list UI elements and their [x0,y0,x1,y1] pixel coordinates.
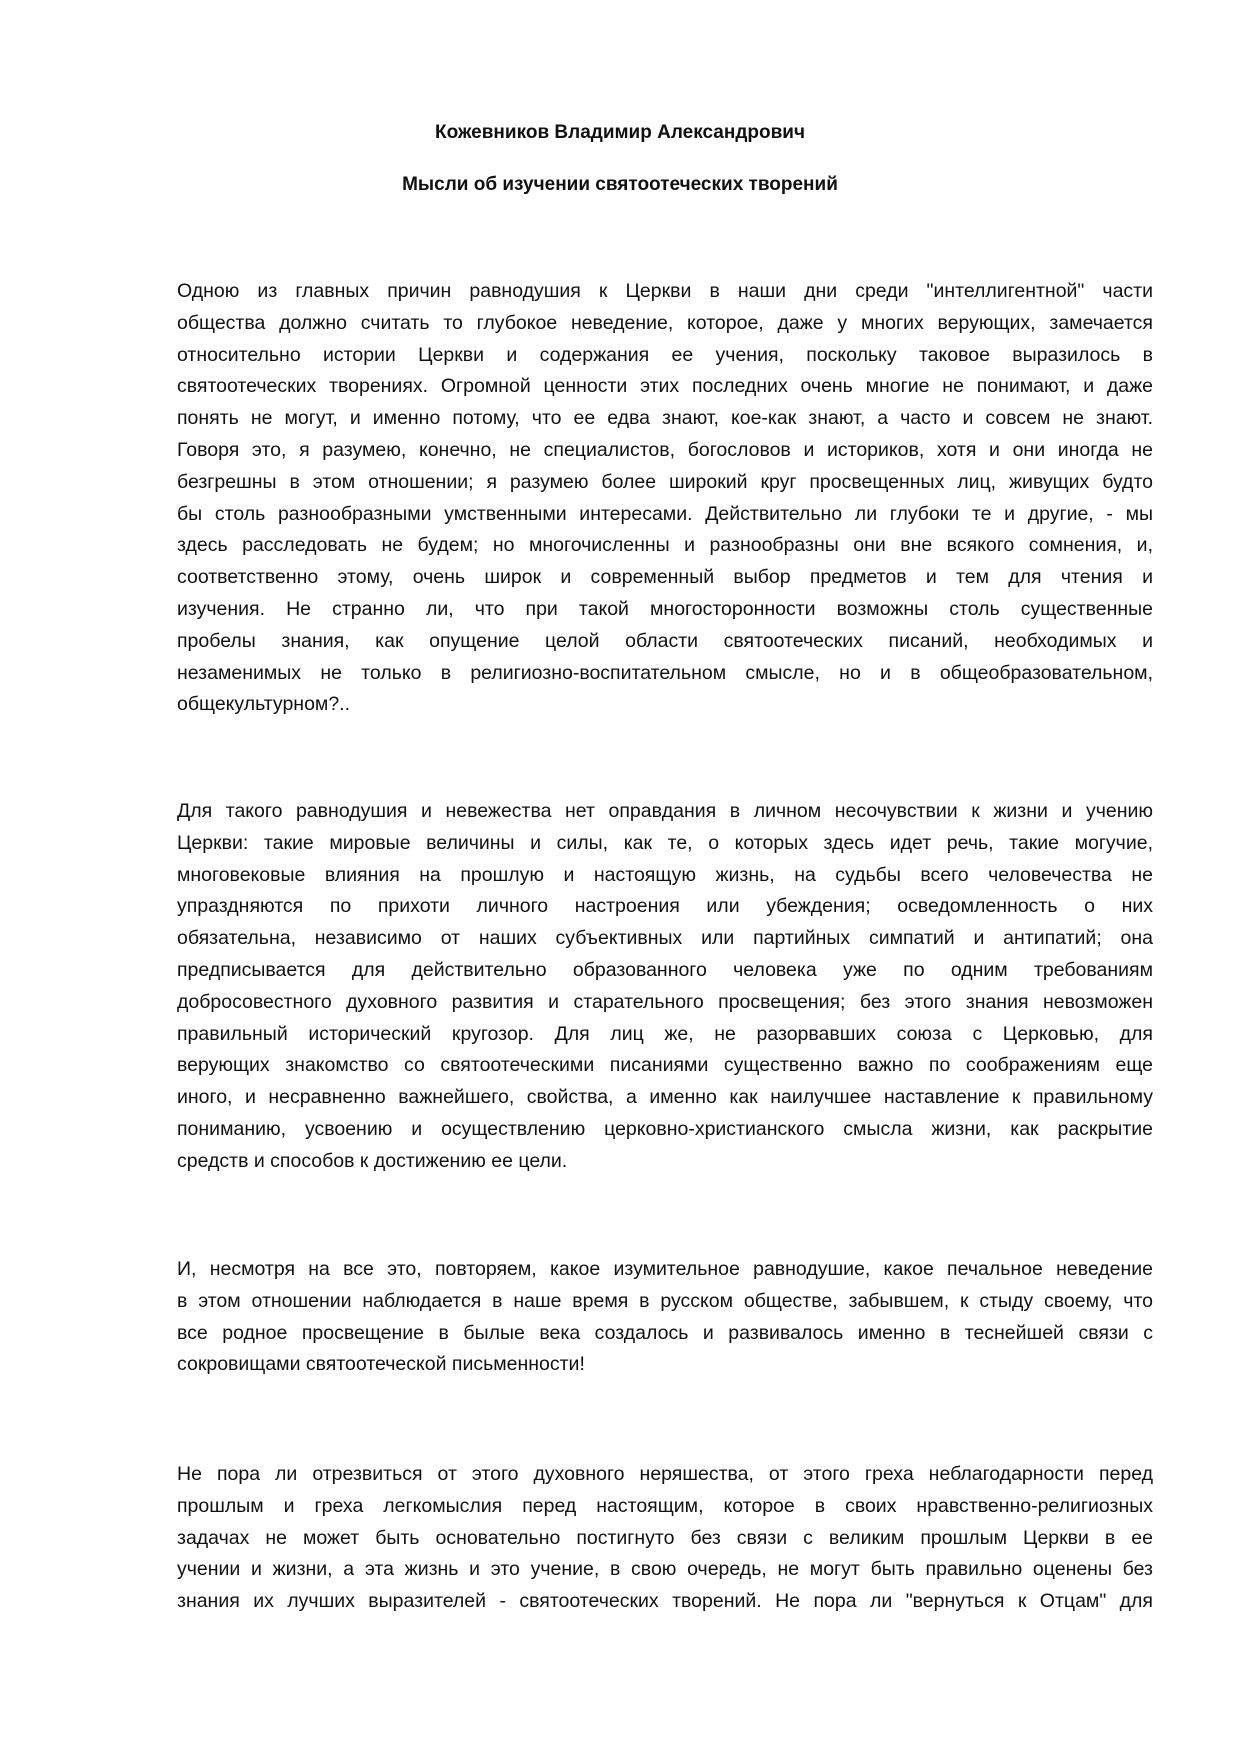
text-line: общекультурном?.. [177,693,350,716]
text-line: Говоря это, я разумею, конечно, не специалистов, богословов и историков, хотя и они иногда не [177,438,1153,461]
paragraph-1 [177,276,1153,721]
text-line: здесь расследовать не будем; но многочисленны и разнообразны они вне всякого сомнения, и, [177,534,1153,557]
text-line: бы столь разнообразными умственными интересами. Действительно ли глубоки те и другие, - мы [177,502,1153,525]
text-line: И, несмотря на все это, повторяем, какое изумительное равнодушие, какое печальное неведение [177,1258,1153,1280]
text-line: святоотеческих творениях. Огромной ценности этих последних очень многие не понимают, и даже [177,375,1153,398]
text-line: верующих знакомство со святоотеческими писаниями существенно важно по соображениям еще [177,1054,1153,1077]
text-line: средств и способов к достижению ее цели. [177,1149,568,1172]
text-line: задачах не может быть основательно постигнуто без связи с великим прошлым Церкви в ее [177,1526,1153,1549]
text-line: пониманию, усвоению и осуществлению церковно-христианского смысла жизни, как раскрытие [177,1117,1153,1140]
text-line: знания их лучших выразителей - святоотеческих творений. Не пора ли "вернуться к Отцам" для [177,1590,1153,1613]
text-line: незаменимых не только в религиозно-воспитательном смысле, но и в общеобразовательном, [177,661,1153,684]
text-line: обязательна, независимо от наших субъективных или партийных симпатий и антипатий; она [177,927,1153,950]
text-line: сокровищами святоотеческой письменности! [177,1353,585,1376]
text-line: изучения. Не странно ли, что при такой многосторонности возможны столь существенные [177,597,1153,620]
text-line: понять не могут, и именно потому, что ее едва знают, кое-как знают, а часто и совсем не знают. [177,407,1153,430]
text-line: прошлым и греха легкомыслия перед настоящим, которое в своих нравственно-религиозных [177,1494,1153,1517]
text-line: соответственно этому, очень широк и современный выбор предметов и тем для чтения и [177,566,1153,589]
text-line: безгрешны в этом отношении; я разумею более широкий круг просвещенных лиц, живущих будто [177,470,1153,493]
text-line: Церкви: такие мировые величины и силы, как те, о которых здесь идет речь, такие могучие, [177,831,1153,854]
text-line: относительно истории Церкви и содержания ее учения, поскольку таковое выразилось в [177,343,1153,366]
text-line: добросовестного духовного развития и старательного просвещения; без этого знания невозможен [177,990,1153,1013]
text-line: в этом отношении наблюдается в наше время в русском обществе, забывшем, к стыду своему, что [177,1289,1153,1312]
text-line: пробелы знания, как опущение целой области святоотеческих писаний, необходимых и [177,629,1153,652]
text-line: правильный исторический кругозор. Для лиц же, не разорвавших союза с Церковью, для [177,1022,1153,1045]
text-line: Не пора ли отрезвиться от этого духовного неряшества, от этого греха неблагодарности перед [177,1463,1153,1485]
text-line: Одною из главных причин равнодушия к Церкви в наши дни среди "интеллигентной" части [177,280,1153,302]
paragraph-3 [177,1254,1153,1381]
document-title: Мысли об изучении святоотеческих творений [402,174,838,195]
paragraph-2 [177,796,1153,1178]
paragraph-4 [177,1459,1153,1618]
author-name: Кожевников Владимир Александрович [435,122,805,143]
text-line: общества должно считать то глубокое неведение, которое, даже у многих верующих, замечается [177,311,1153,334]
text-line: иного, и несравненно важнейшего, свойства, а именно как наилучшее наставление к правильному [177,1086,1153,1109]
text-line: все родное просвещение в былые века создалось и развивалось именно в теснейшей связи с [177,1321,1153,1344]
text-line: многовековые влияния на прошлую и настоящую жизнь, на судьбы всего человечества не [177,863,1153,886]
text-line: предписывается для действительно образованного человека уже по одним требованиям [177,958,1153,981]
text-line: упраздняются по прихоти личного настроения или убеждения; осведомленность о них [177,895,1153,918]
text-line: Для такого равнодушия и невежества нет оправдания в личном несочувствии к жизни и учению [177,800,1153,822]
text-line: учении и жизни, а эта жизнь и это учение, в свою очередь, не могут быть правильно оценены без [177,1558,1153,1581]
